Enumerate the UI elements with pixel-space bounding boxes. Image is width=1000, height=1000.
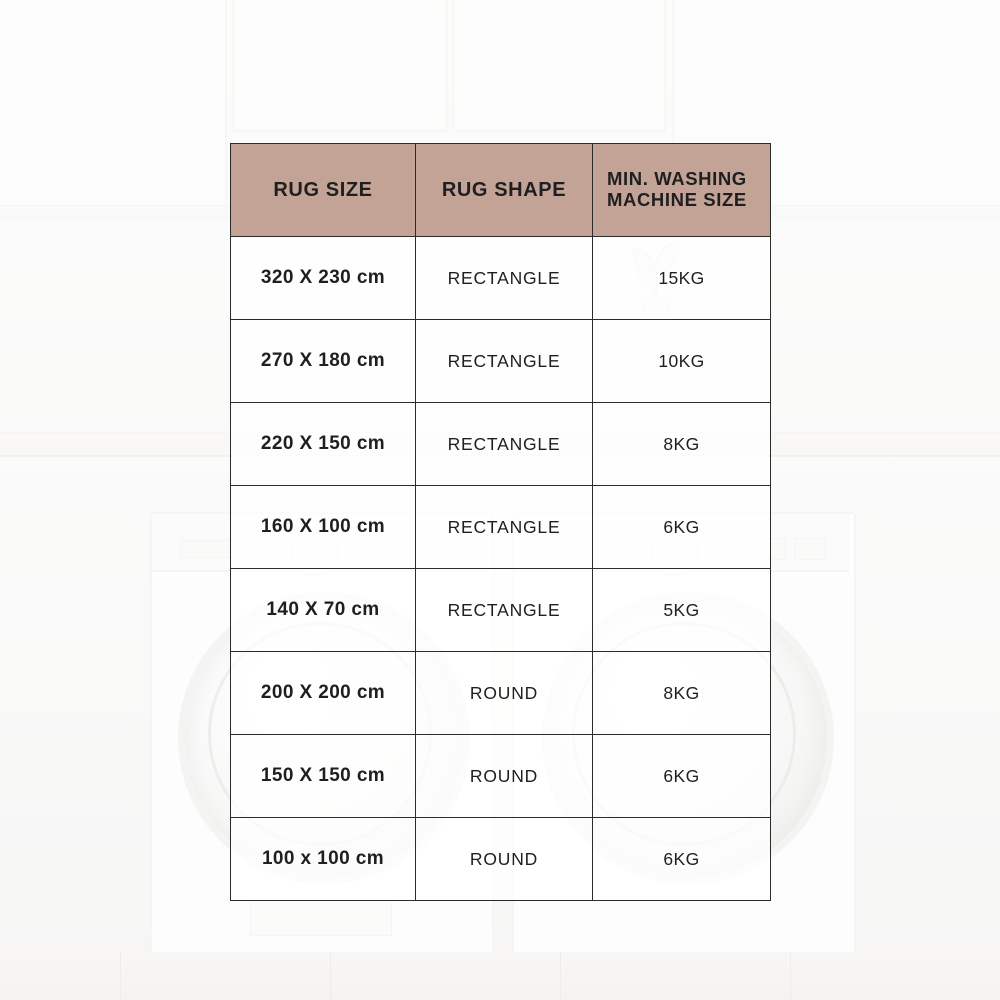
table-row — [231, 818, 771, 901]
cell-machine-size: 6KG — [593, 818, 771, 901]
column-header-rug-shape: RUG SHAPE — [416, 144, 593, 237]
cell-machine-size: 6KG — [593, 735, 771, 818]
cell-rug-shape: RECTANGLE — [416, 237, 593, 320]
cell-rug-shape: RECTANGLE — [416, 403, 593, 486]
cell-rug-size: 200 X 200 cm — [231, 652, 416, 735]
table-row — [231, 735, 771, 818]
cell-rug-shape: ROUND — [416, 735, 593, 818]
table-row — [231, 486, 771, 569]
rug-size-chart — [230, 143, 770, 901]
table-head — [231, 144, 771, 237]
table-row — [231, 569, 771, 652]
table-header-row — [231, 144, 771, 237]
cell-rug-shape: ROUND — [416, 818, 593, 901]
cell-rug-size: 270 X 180 cm — [231, 320, 416, 403]
column-header-machine-size: MIN. WASHING MACHINE SIZE — [593, 144, 771, 237]
cell-machine-size: 10KG — [593, 320, 771, 403]
cell-rug-size: 140 X 70 cm — [231, 569, 416, 652]
cell-machine-size: 5KG — [593, 569, 771, 652]
cell-rug-shape: RECTANGLE — [416, 569, 593, 652]
table-row — [231, 403, 771, 486]
cell-machine-size: 6KG — [593, 486, 771, 569]
cell-machine-size: 8KG — [593, 652, 771, 735]
cell-rug-shape: RECTANGLE — [416, 486, 593, 569]
table-body — [231, 237, 771, 901]
table-row — [231, 320, 771, 403]
column-header-rug-size: RUG SIZE — [231, 144, 416, 237]
cell-machine-size: 8KG — [593, 403, 771, 486]
cell-rug-shape: RECTANGLE — [416, 320, 593, 403]
size-table — [230, 143, 771, 901]
cell-machine-size: 15KG — [593, 237, 771, 320]
cell-rug-shape: ROUND — [416, 652, 593, 735]
cell-rug-size: 150 X 150 cm — [231, 735, 416, 818]
cell-rug-size: 320 X 230 cm — [231, 237, 416, 320]
cell-rug-size: 220 X 150 cm — [231, 403, 416, 486]
table-row — [231, 652, 771, 735]
table-row — [231, 237, 771, 320]
cell-rug-size: 100 x 100 cm — [231, 818, 416, 901]
cell-rug-size: 160 X 100 cm — [231, 486, 416, 569]
